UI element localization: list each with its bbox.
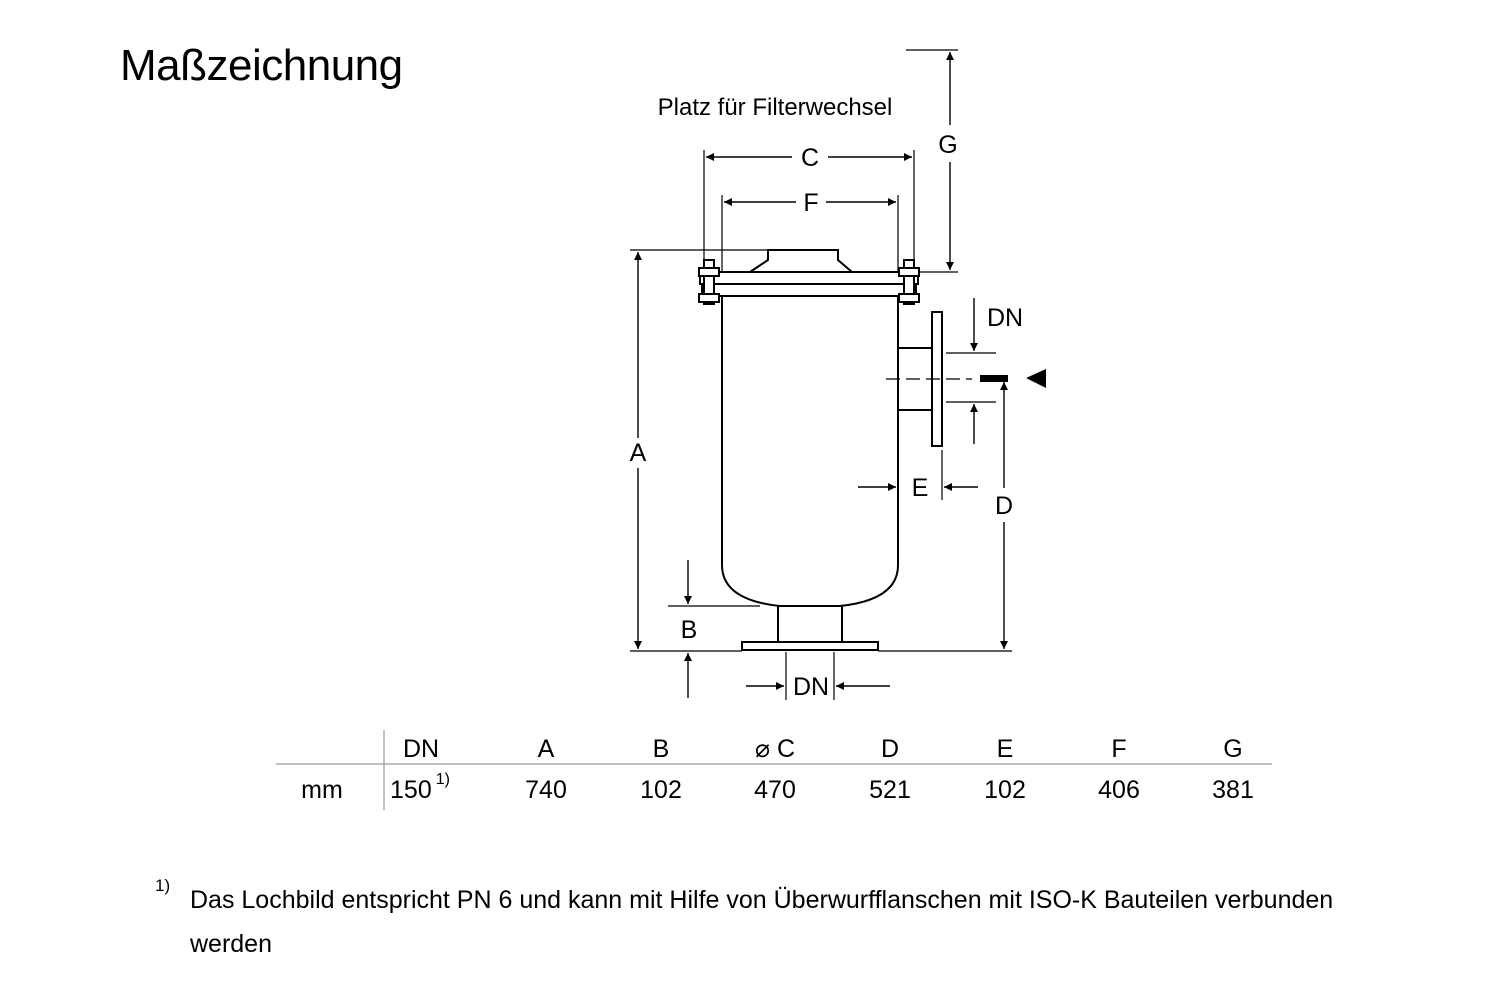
table-header-cell: DN [402,735,440,763]
table-header-cell: A [537,735,555,763]
footnote-marker: 1) [155,876,171,895]
inlet-arrow-icon [980,369,1046,388]
table-cell-footnote-ref: 1) [435,771,450,788]
table-cell: 521 [869,776,911,804]
dim-label-d: D [994,492,1014,520]
table-header-cell: F [1111,735,1127,763]
table-cell-dn [380,771,460,804]
table-row-label: mm [301,776,343,804]
dim-label-g: G [938,131,958,159]
dim-label-e: E [911,474,929,502]
dim-label-dn-bottom: DN [792,673,830,701]
table-header-cell: E [996,735,1014,763]
dim-label-a: A [629,439,647,467]
table-header-cell: ⌀ C [754,735,796,763]
table-cell: 406 [1098,776,1140,804]
table-header-cell: G [1223,735,1243,763]
table-cell: 102 [984,776,1026,804]
table-cell: 740 [525,776,567,804]
space-label: Platz für Filterwechsel [657,94,893,121]
filter-housing [699,250,942,650]
dim-label-f: F [803,189,819,217]
dim-label-c: C [800,144,820,172]
table-cell: 470 [754,776,796,804]
footnote-text: Das Lochbild entspricht PN 6 und kann mit Hilfe von Überwurfflanschen mit ISO-K Bauteilen verbunden werden [190,886,1334,958]
table-cell: 102 [640,776,682,804]
dim-label-dn-side: DN [986,304,1024,332]
page-title: Maßzeichnung [120,41,403,90]
table-cell: 381 [1212,776,1254,804]
dim-label-b: B [680,616,698,644]
table-header-cell: B [652,735,670,763]
table-cell-value: 150 [390,776,432,804]
table-header-cell: D [880,735,900,763]
